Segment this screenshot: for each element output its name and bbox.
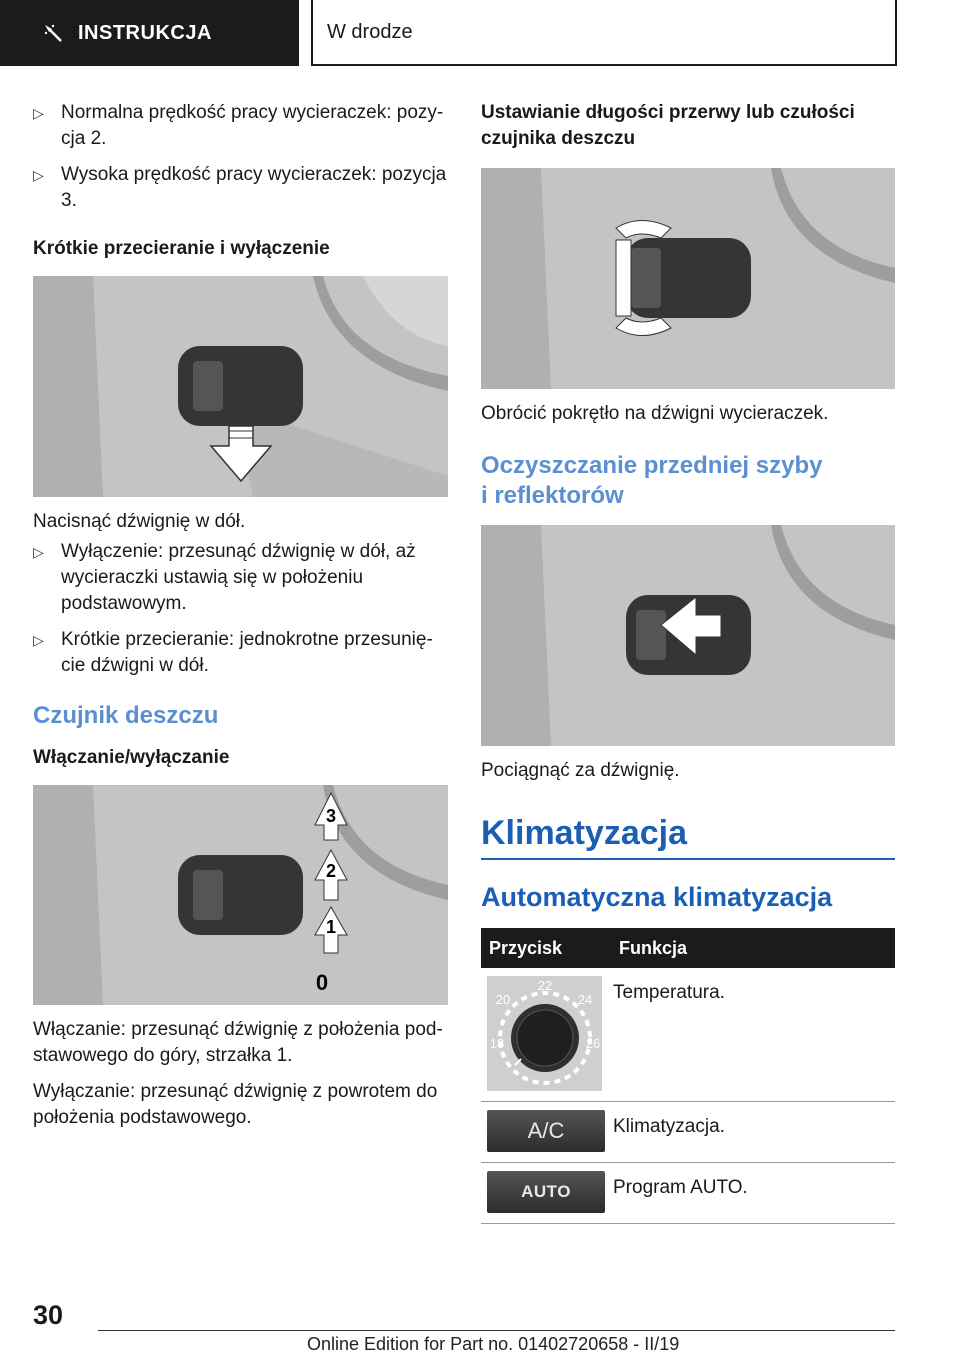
footer-edition: Online Edition for Part no. 01402720658 - II/19 (307, 1334, 680, 1354)
heading-wash: Oczyszczanie przedniej szyby i reflektorów (481, 452, 823, 509)
para-off: Wyłączanie: przesunąć dźwignię z powrotem do położenia podstawowego. (33, 1081, 438, 1128)
caption-pull: Pociągnąć za dźwignię. (481, 760, 680, 781)
list-item: ▷ Krótkie przecieranie: jednokrotne przesunięcie dźwigni w dół. (33, 627, 448, 679)
dial-number: 18 (489, 1036, 505, 1051)
function-cell: Klimatyzacja. (611, 1102, 895, 1163)
section-label: INSTRUKCJA (78, 21, 212, 44)
heading-interval: Ustawianie długości przerwy lub czułości czujnika deszczu (481, 102, 855, 149)
figure-lever-down (33, 276, 448, 497)
table-row (481, 1163, 895, 1224)
chapter-tab[interactable] (311, 0, 897, 66)
figure-lever-pull (481, 525, 895, 746)
list-item: ▷ Normalna prędkość pracy wycieraczek: pozycja 2. (33, 100, 448, 152)
controls-table (481, 928, 895, 1224)
heading-short-wipe: Krótkie przecieranie i wyłączenie (33, 238, 330, 259)
page-number: 30 (33, 1300, 64, 1330)
left-column (33, 100, 448, 1131)
triangle-bullet-icon: ▷ (33, 105, 44, 121)
section-tab[interactable] (0, 0, 299, 66)
figure-rotate-knob (481, 168, 895, 389)
table-row (481, 968, 895, 1102)
heading-auto-ac: Automatyczna klimatyzacja (481, 882, 833, 912)
list-item: ▷ Wysoka prędkość pracy wycieraczek: pozycja 3. (33, 162, 448, 214)
caption-press: Nacisnąć dźwignię w dół. (33, 511, 246, 532)
caption-rotate: Obrócić pokrętło na dźwigni wycieraczek. (481, 403, 829, 424)
heading-on-off: Włączanie/wyłączanie (33, 747, 230, 768)
position-label: 0 (315, 970, 329, 995)
table-header-row (481, 928, 895, 968)
page-header (0, 0, 960, 66)
para-on: Włączanie: przesunąć dźwignię z położenia podstawowego do góry, strzałka 1. (33, 1019, 443, 1066)
temperature-dial (487, 976, 602, 1091)
function-cell: Program AUTO. (611, 1163, 895, 1224)
table-row (481, 1102, 895, 1163)
heading-rain-sensor: Czujnik deszczu (33, 702, 219, 729)
col-header-function: Funkcja (611, 928, 895, 968)
col-header-button: Przycisk (481, 928, 611, 968)
triangle-bullet-icon: ▷ (33, 167, 44, 183)
figure-lever-positions (33, 785, 448, 1005)
dial-number: 20 (495, 992, 511, 1007)
heading-ac-wrap (481, 812, 895, 860)
triangle-bullet-icon: ▷ (33, 632, 44, 648)
list-item: ▷ Wyłączenie: przesunąć dźwignię w dół, aż wycieraczki ustawią się w położeniu podstawowym. (33, 539, 448, 617)
dial-number: 24 (577, 992, 593, 1007)
function-cell: Temperatura. (611, 968, 895, 1102)
position-label: 3 (325, 806, 337, 826)
position-label: 1 (325, 917, 337, 937)
position-label: 2 (325, 861, 337, 881)
star-pointer-icon (42, 22, 64, 44)
chapter-label: W drodze (327, 20, 413, 43)
heading-ac: Klimatyzacja (481, 814, 687, 852)
dial-number: 22 (537, 978, 553, 993)
right-column (481, 100, 895, 1224)
dial-number: 26 (585, 1036, 601, 1051)
footer-divider (98, 1330, 895, 1331)
auto-button-icon: AUTO (487, 1171, 605, 1213)
ac-button-icon: A/C (487, 1110, 605, 1152)
triangle-bullet-icon: ▷ (33, 544, 44, 560)
